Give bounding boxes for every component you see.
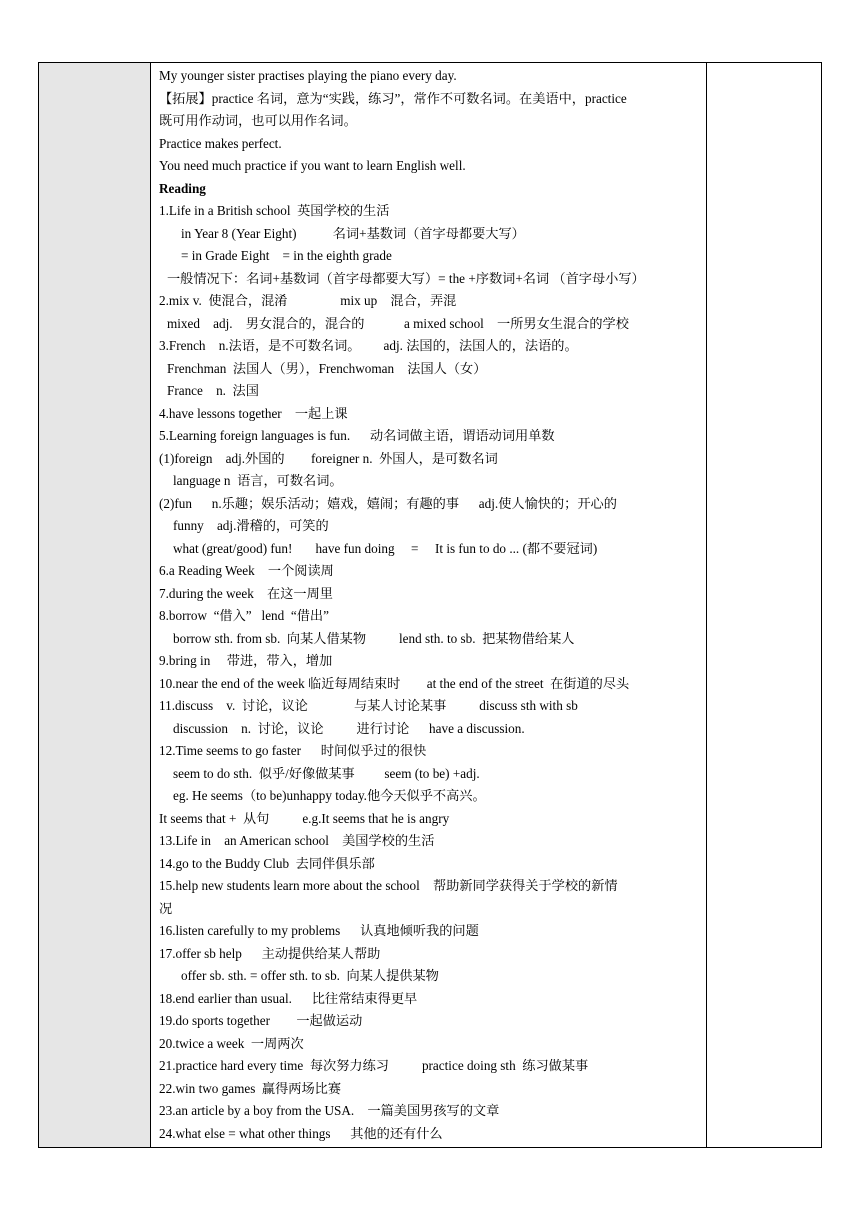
- note-line: 16.listen carefully to my problems 认真地倾听我的问题: [159, 923, 479, 938]
- left-column: [39, 63, 151, 1147]
- note-line: seem to do sth. 似乎/好像做某事 seem (to be) +adj.: [173, 765, 480, 781]
- note-line: 24.what else = what other things 其他的还有什么: [159, 1125, 443, 1141]
- note-line: 12.Time seems to go faster 时间似乎过的很快: [159, 743, 427, 758]
- note-line: 9.bring in 带进，带入，增加: [159, 653, 333, 668]
- note-line: 10.near the end of the week 临近每周结束时 at the end of the street 在街道的尽头: [159, 675, 630, 691]
- note-line: 【拓展】practice 名词，意为“实践，练习”，常作不可数名词。在美语中，practice: [159, 90, 627, 106]
- note-line: It seems that + 从句 e.g.It seems that he is angry: [159, 810, 450, 826]
- note-line: in Year 8 (Year Eight) 名词+基数词（首字母都要大写）: [181, 225, 525, 241]
- note-line: language n 语言，可数名词。: [173, 473, 343, 488]
- note-line: 5.Learning foreign languages is fun. 动名词做主语，谓语动词用单数: [159, 428, 555, 443]
- note-line: 11.discuss v. 讨论，议论 与某人讨论某事 discuss sth with sb: [159, 698, 578, 713]
- right-column: [707, 63, 821, 1147]
- note-line: Frenchman 法国人（男），Frenchwoman 法国人（女）: [167, 360, 487, 376]
- note-line: 13.Life in an American school 美国学校的生活: [159, 833, 435, 848]
- note-line: mixed adj. 男女混合的，混合的 a mixed school 一所男女生混合的学校: [167, 315, 629, 331]
- note-line: borrow sth. from sb. 向某人借某物 lend sth. to sb. 把某物借给某人: [173, 630, 575, 646]
- note-line: 4.have lessons together 一起上课: [159, 405, 348, 421]
- notes-content: [159, 65, 703, 1145]
- note-line: 7.during the week 在这一周里: [159, 585, 333, 601]
- note-line: 1.Life in a British school 英国学校的生活: [159, 203, 390, 218]
- note-line: Practice makes perfect.: [159, 135, 282, 151]
- note-line: discussion n. 讨论，议论 进行讨论 have a discussion.: [173, 720, 525, 736]
- content-column: [151, 63, 707, 1147]
- note-line: 15.help new students learn more about the school 帮助新同学获得关于学校的新情: [159, 878, 618, 893]
- note-line: 22.win two games 赢得两场比赛: [159, 1080, 342, 1096]
- note-line: 17.offer sb help 主动提供给某人帮助: [159, 945, 381, 961]
- note-line: 20.twice a week 一周两次: [159, 1035, 304, 1051]
- note-line: 6.a Reading Week 一个阅读周: [159, 563, 334, 578]
- note-line: 既可用作动词，也可以用作名词。: [159, 113, 357, 128]
- note-line: 18.end earlier than usual. 比往常结束得更早: [159, 990, 418, 1006]
- note-line: = in Grade Eight = in the eighth grade: [181, 248, 392, 263]
- note-line: offer sb. sth. = offer sth. to sb. 向某人提供某物: [181, 968, 439, 983]
- note-line: 14.go to the Buddy Club 去同伴俱乐部: [159, 855, 375, 871]
- section-heading: Reading: [159, 180, 206, 196]
- note-line: You need much practice if you want to learn English well.: [159, 158, 466, 173]
- note-line: 2.mix v. 使混合，混淆 mix up 混合，弄混: [159, 293, 457, 308]
- note-line: (1)foreign adj.外国的 foreigner n. 外国人，是可数名词: [159, 450, 498, 466]
- note-line: eg. He seems（to be)unhappy today.他今天似乎不高兴。: [173, 788, 486, 803]
- note-line: 19.do sports together 一起做运动: [159, 1013, 363, 1028]
- note-line: 况: [159, 900, 173, 916]
- note-line: funny adj.滑稽的，可笑的: [173, 518, 329, 533]
- note-line: 21.practice hard every time 每次努力练习 practice doing sth 练习做某事: [159, 1058, 589, 1073]
- note-line: France n. 法国: [167, 383, 259, 398]
- note-line: My younger sister practises playing the piano every day.: [159, 68, 457, 83]
- notes-table: [38, 62, 822, 1148]
- note-line: 一般情况下：名词+基数词（首字母都要大写）= the +序数词+名词 （首字母小写）: [167, 270, 645, 286]
- note-line: 23.an article by a boy from the USA. 一篇美国男孩写的文章: [159, 1103, 500, 1118]
- note-line: 3.French n.法语，是不可数名词。 adj. 法国的，法国人的，法语的。: [159, 338, 578, 353]
- note-line: what (great/good) fun! have fun doing = It is fun to do ... (都不要冠词): [173, 540, 598, 556]
- note-line: (2)fun n.乐趣；娱乐活动；嬉戏，嬉闹；有趣的事 adj.使人愉快的；开心的: [159, 495, 617, 511]
- note-line: 8.borrow “借入” lend “借出”: [159, 608, 329, 623]
